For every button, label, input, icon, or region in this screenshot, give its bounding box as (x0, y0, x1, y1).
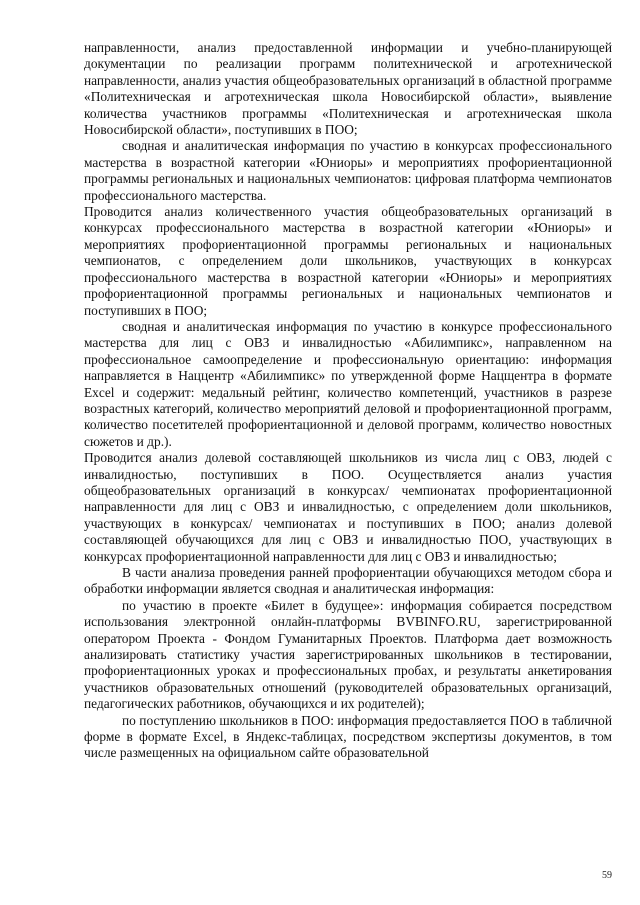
paragraph-2: сводная и аналитическая информация по участию в конкурсах профессионального мастерства в возрастной категории «Юниоры» и мероприятиях профориентационной программы региональных и национальных чемпионатов: цифровая платформа чемпионатов профессионального мастерства. (84, 138, 612, 203)
paragraph-7: по участию в проекте «Билет в будущее»: информация собирается посредством использования электронной онлайн-платформы BVBINFO.RU, зарегистрированной оператором Проекта - Фондом Гуманитарных Проектов. Платформа дает возможность анализировать статистику участия зарегистрированных школьников в тестировании, профориентационных уроках и профессиональных пробах, и результаты анкетирования участников образовательных отношений (руководителей образовательных организаций, педагогических работников, обучающихся и их родителей); (84, 597, 612, 712)
paragraph-3: Проводится анализ количественного участия общеобразовательных организаций в конкурсах профессионального мастерства в возрастной категории «Юниоры» и мероприятиях профориентационной программы региональных и национальных чемпионатов, с определением доли школьников, участвующих в конкурсах профессионального мастерства в возрастной категории «Юниоры» и мероприятиях профориентационной программы региональных и национальных чемпионатов и поступивших в ПОО; (84, 204, 612, 318)
paragraph-5: Проводится анализ долевой составляющей школьников из числа лиц с ОВЗ, людей с инвалидностью, поступивших в ПОО. Осуществляется анализ участия общеобразовательных организаций в конкурсах/ чемпионатах профориентационной направленности для лиц с ОВЗ и инвалидностью, с определением доли школьников, участвующих в конкурсах/ чемпионатах и поступивших в ПОО; анализ долевой составляющей обучающихся для лиц с ОВЗ и инвалидностью ПОО, участвующих в конкурсах профориентационной направленности для лиц с ОВЗ и инвалидностью; (84, 450, 612, 564)
paragraph-8: по поступлению школьников в ПОО: информация предоставляется ПОО в табличной форме в формате Excel, в Яндекс-таблицах, посредством экспертизы документов, в том числе размещенных на официальном сайте образовательной (84, 712, 612, 761)
paragraph-1: направленности, анализ предоставленной информации и учебно-планирующей документации по реализации программ политехнической и агротехнической направленности, анализ участия общеобразовательных организаций в областной программе «Политехническая и агротехническая школа Новосибирской области», выявление количества участников программы «Политехническая и агротехническая школа Новосибирской области», поступивших в ПОО; (84, 40, 612, 138)
paragraph-4: сводная и аналитическая информация по участию в конкурсе профессионального мастерства для лиц с ОВЗ и инвалидностью «Абилимпикс», направленном на профессиональное самоопределение и профессиональную ориентацию: информация направляется в Наццентр «Абилимпикс» по утвержденной форме Нацщентра в формате Excel и содержит: медальный рейтинг, количество компетенций, участников в разрезе возрастных категорий, количество мероприятий деловой и профориентационной программ, количество посетителей профориентационной и деловой программ, количество новостных сюжетов и др.). (84, 318, 612, 449)
page-number: 59 (602, 870, 612, 881)
body-text (84, 40, 612, 762)
paragraph-6: В части анализа проведения ранней профориентации обучающихся методом сбора и обработки информации является сводная и аналитическая информация: (84, 565, 612, 597)
